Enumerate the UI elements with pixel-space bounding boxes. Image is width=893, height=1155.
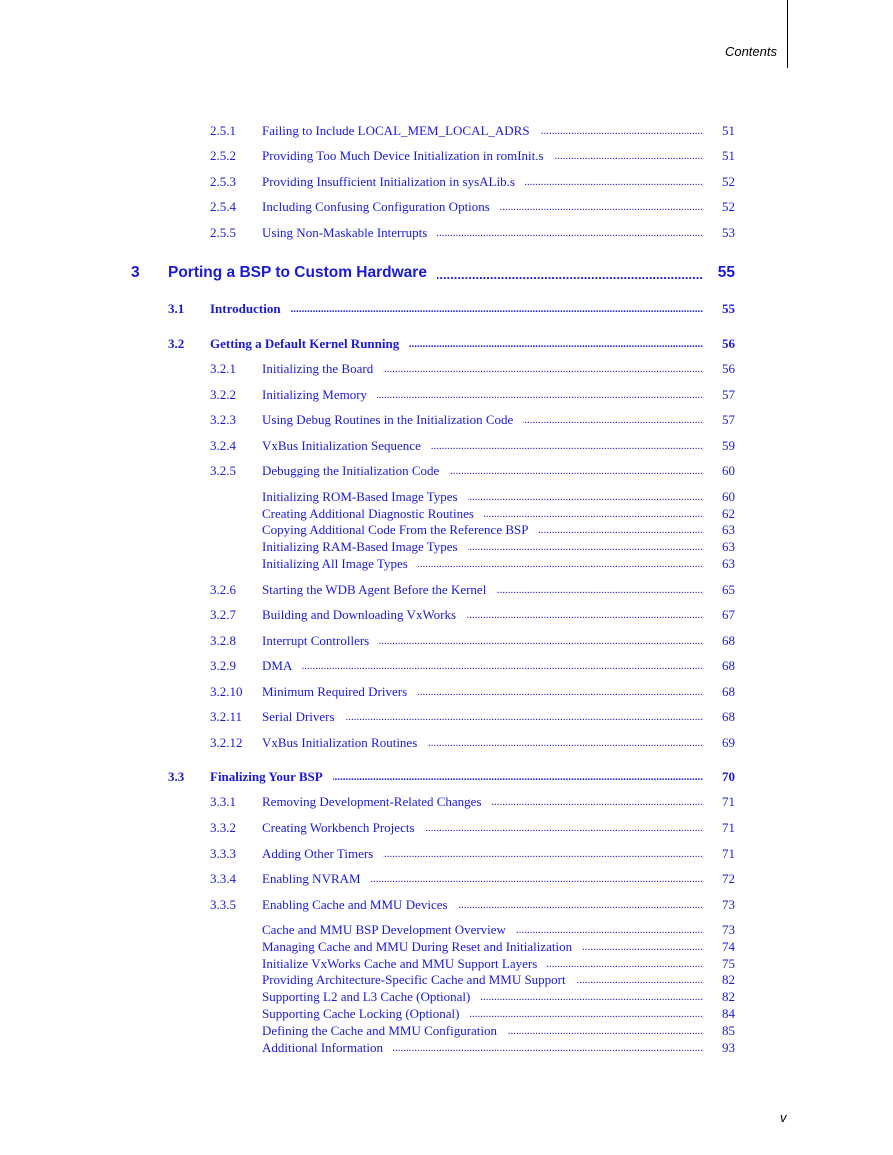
toc-entry-title[interactable]: Providing Too Much Device Initialization in romInit.s [262,148,554,164]
toc-entry-number: 3 [131,264,140,281]
toc-entry-number: 3.2.3 [210,412,236,427]
toc-entry-page[interactable]: 62 [716,506,735,522]
toc-entry-number: 3.2.2 [210,387,236,402]
toc-entry-number: 2.5.1 [210,123,236,138]
toc-entry-title[interactable]: Providing Insufficient Initialization in sysALib.s [262,174,525,190]
toc-entry-title[interactable]: Providing Architecture-Specific Cache and MMU Support [262,972,576,988]
toc-entry-title[interactable]: Enabling NVRAM [262,871,371,887]
toc-entry-number: 3.2.7 [210,607,236,622]
toc-entry-title[interactable]: Failing to Include LOCAL_MEM_LOCAL_ADRS [262,123,540,139]
toc-entry-title[interactable]: Initializing Memory [262,387,377,403]
toc-entry-number: 2.5.2 [210,148,236,163]
toc-entry-page[interactable]: 68 [716,633,735,649]
toc-entry-title[interactable]: Copying Additional Code From the Reference BSP [262,522,538,538]
toc-entry-page[interactable]: 69 [716,735,735,751]
toc-entry-title[interactable]: Creating Additional Diagnostic Routines [262,506,484,522]
toc-entry-page[interactable]: 52 [716,199,735,215]
toc-topic-entry[interactable] [0,489,893,505]
toc-entry-title[interactable]: DMA [262,658,302,674]
toc-entry-page[interactable]: 67 [716,607,735,623]
toc-entry-page[interactable]: 73 [716,922,735,938]
running-header: Contents [724,44,777,59]
toc-entry-number: 3.3.1 [210,794,236,809]
toc-entry-page[interactable]: 70 [716,769,735,785]
toc-section-entry[interactable] [0,769,893,787]
toc-subsection-entry[interactable] [0,123,893,141]
toc-entry-title[interactable]: VxBus Initialization Routines [262,735,427,751]
toc-entry-title[interactable]: Managing Cache and MMU During Reset and Initialization [262,939,582,955]
toc-entry-title[interactable]: Defining the Cache and MMU Configuration [262,1023,507,1039]
toc-entry-number: 3.3.5 [210,897,236,912]
toc-entry-title[interactable]: Supporting L2 and L3 Cache (Optional) [262,989,480,1005]
toc-entry-title[interactable]: Initializing the Board [262,361,383,377]
toc-entry-title[interactable]: Introduction [210,301,291,317]
toc-topic-entry[interactable] [0,1040,893,1056]
toc-section-entry[interactable] [0,301,893,319]
page-number: v [780,1110,787,1125]
toc-entry-number: 3.3.4 [210,871,236,886]
toc-entry-number: 3.1 [168,301,185,316]
toc-entry-page[interactable]: 68 [716,709,735,725]
toc-entry-title[interactable]: Creating Workbench Projects [262,820,425,836]
toc-entry-title[interactable]: Starting the WDB Agent Before the Kernel [262,582,496,598]
toc-entry-page[interactable]: 71 [716,846,735,862]
toc-entry-number: 3.2.11 [210,709,243,724]
toc-entry-page[interactable]: 59 [716,438,735,454]
toc-entry-page[interactable]: 55 [716,301,735,317]
toc-entry-page[interactable]: 60 [716,489,735,505]
toc-entry-title[interactable]: Porting a BSP to Custom Hardware [168,264,437,282]
toc-subsection-entry[interactable] [0,897,893,915]
toc-topic-entry[interactable] [0,556,893,572]
toc-entry-title[interactable]: Minimum Required Drivers [262,684,417,700]
toc-entry-title[interactable]: Initializing All Image Types [262,556,418,572]
toc-entry-page[interactable]: 82 [716,972,735,988]
toc-entry-title[interactable]: Cache and MMU BSP Development Overview [262,922,516,938]
toc-entry-title[interactable]: Serial Drivers [262,709,345,725]
toc-entry-page[interactable]: 71 [716,820,735,836]
toc-entry-page[interactable]: 68 [716,684,735,700]
toc-subsection-entry[interactable] [0,199,893,217]
toc-section-entry[interactable] [0,336,893,354]
toc-entry-title[interactable]: Additional Information [262,1040,393,1056]
toc-entry-title[interactable]: Including Confusing Configuration Options [262,199,500,215]
toc-entry-page[interactable]: 56 [716,361,735,377]
toc-topic-entry[interactable] [0,506,893,522]
toc-topic-entry[interactable] [0,539,893,555]
toc-entry-number: 3.2.10 [210,684,243,699]
toc-entry-number: 3.3.2 [210,820,236,835]
toc-topic-entry[interactable] [0,989,893,1005]
toc-entry-number: 2.5.5 [210,225,236,240]
toc-entry-title[interactable]: Finalizing Your BSP [210,769,333,785]
toc-entry-number: 3.2.1 [210,361,236,376]
toc-entry-title[interactable]: Using Non-Maskable Interrupts [262,225,437,241]
toc-subsection-entry[interactable] [0,148,893,166]
toc-topic-entry[interactable] [0,522,893,538]
toc-entry-page[interactable]: 52 [716,174,735,190]
toc-subsection-entry[interactable] [0,174,893,192]
toc-entry-page[interactable]: 71 [716,794,735,810]
toc-subsection-entry[interactable] [0,607,893,625]
toc-entry-number: 3.2.4 [210,438,236,453]
toc-subsection-entry[interactable] [0,709,893,727]
toc-subsection-entry[interactable] [0,412,893,430]
toc-topic-entry[interactable] [0,1023,893,1039]
toc-entry-title[interactable]: Initialize VxWorks Cache and MMU Support Layers [262,956,547,972]
toc-entry-page[interactable]: 74 [716,939,735,955]
toc-entry-page[interactable]: 75 [716,956,735,972]
toc-entry-title[interactable]: Adding Other Timers [262,846,383,862]
toc-subsection-entry[interactable] [0,820,893,838]
toc-entry-page[interactable]: 55 [712,264,735,282]
toc-entry-page[interactable]: 56 [716,336,735,352]
toc-entry-number: 3.2.8 [210,633,236,648]
toc-subsection-entry[interactable] [0,633,893,651]
toc-entry-page[interactable]: 65 [716,582,735,598]
toc-topic-entry[interactable] [0,1006,893,1022]
toc-chapter-entry[interactable] [0,264,893,282]
toc-subsection-entry[interactable] [0,684,893,702]
toc-subsection-entry[interactable] [0,658,893,676]
toc-topic-entry[interactable] [0,922,893,938]
toc-entry-title[interactable]: Initializing RAM-Based Image Types [262,539,468,555]
toc-entry-page[interactable]: 60 [716,463,735,479]
toc-entry-page[interactable]: 72 [716,871,735,887]
dot-leader [262,660,703,672]
toc-entry-number: 3.2.6 [210,582,236,597]
toc-subsection-entry[interactable] [0,463,893,481]
toc-subsection-entry[interactable] [0,361,893,379]
toc-entry-page[interactable]: 51 [716,148,735,164]
toc-entry-title[interactable]: Supporting Cache Locking (Optional) [262,1006,470,1022]
toc-subsection-entry[interactable] [0,846,893,864]
toc-entry-page[interactable]: 68 [716,658,735,674]
toc-entry-number: 3.3 [168,769,185,784]
toc-topic-entry[interactable] [0,939,893,955]
toc-entry-page[interactable]: 84 [716,1006,735,1022]
toc-entry-title[interactable]: Debugging the Initialization Code [262,463,449,479]
toc-topic-entry[interactable] [0,972,893,988]
toc-entry-page[interactable]: 73 [716,897,735,913]
toc-entry-title[interactable]: Interrupt Controllers [262,633,379,649]
toc-entry-page[interactable]: 93 [716,1040,735,1056]
header-rule [787,0,788,68]
toc-entry-title[interactable]: Building and Downloading VxWorks [262,607,466,623]
toc-entry-number: 3.2.9 [210,658,236,673]
toc-subsection-entry[interactable] [0,794,893,812]
toc-subsection-entry[interactable] [0,225,893,243]
toc-entry-title[interactable]: Initializing ROM-Based Image Types [262,489,468,505]
toc-entry-page[interactable]: 57 [716,412,735,428]
toc-entry-title[interactable]: Getting a Default Kernel Running [210,336,409,352]
toc-subsection-entry[interactable] [0,582,893,600]
toc-entry-page[interactable]: 51 [716,123,735,139]
toc-entry-page[interactable]: 63 [716,539,735,555]
toc-entry-title[interactable]: Enabling Cache and MMU Devices [262,897,458,913]
toc-entry-title[interactable]: Removing Development-Related Changes [262,794,492,810]
toc-entry-number: 3.2.5 [210,463,236,478]
toc-entry-page[interactable]: 53 [716,225,735,241]
toc-subsection-entry[interactable] [0,387,893,405]
toc-entry-number: 3.2.12 [210,735,243,750]
toc-subsection-entry[interactable] [0,438,893,456]
toc-entry-page[interactable]: 63 [716,522,735,538]
toc-topic-entry[interactable] [0,956,893,972]
toc-entry-title[interactable]: VxBus Initialization Sequence [262,438,431,454]
toc-entry-page[interactable]: 82 [716,989,735,1005]
toc-entry-number: 3.2 [168,336,185,351]
toc-entry-number: 3.3.3 [210,846,236,861]
toc-entry-page[interactable]: 57 [716,387,735,403]
toc-entry-page[interactable]: 63 [716,556,735,572]
toc-subsection-entry[interactable] [0,871,893,889]
toc-entry-page[interactable]: 85 [716,1023,735,1039]
toc-entry-number: 2.5.3 [210,174,236,189]
toc-entry-number: 2.5.4 [210,199,236,214]
toc-entry-title[interactable]: Using Debug Routines in the Initialization Code [262,412,523,428]
toc-subsection-entry[interactable] [0,735,893,753]
